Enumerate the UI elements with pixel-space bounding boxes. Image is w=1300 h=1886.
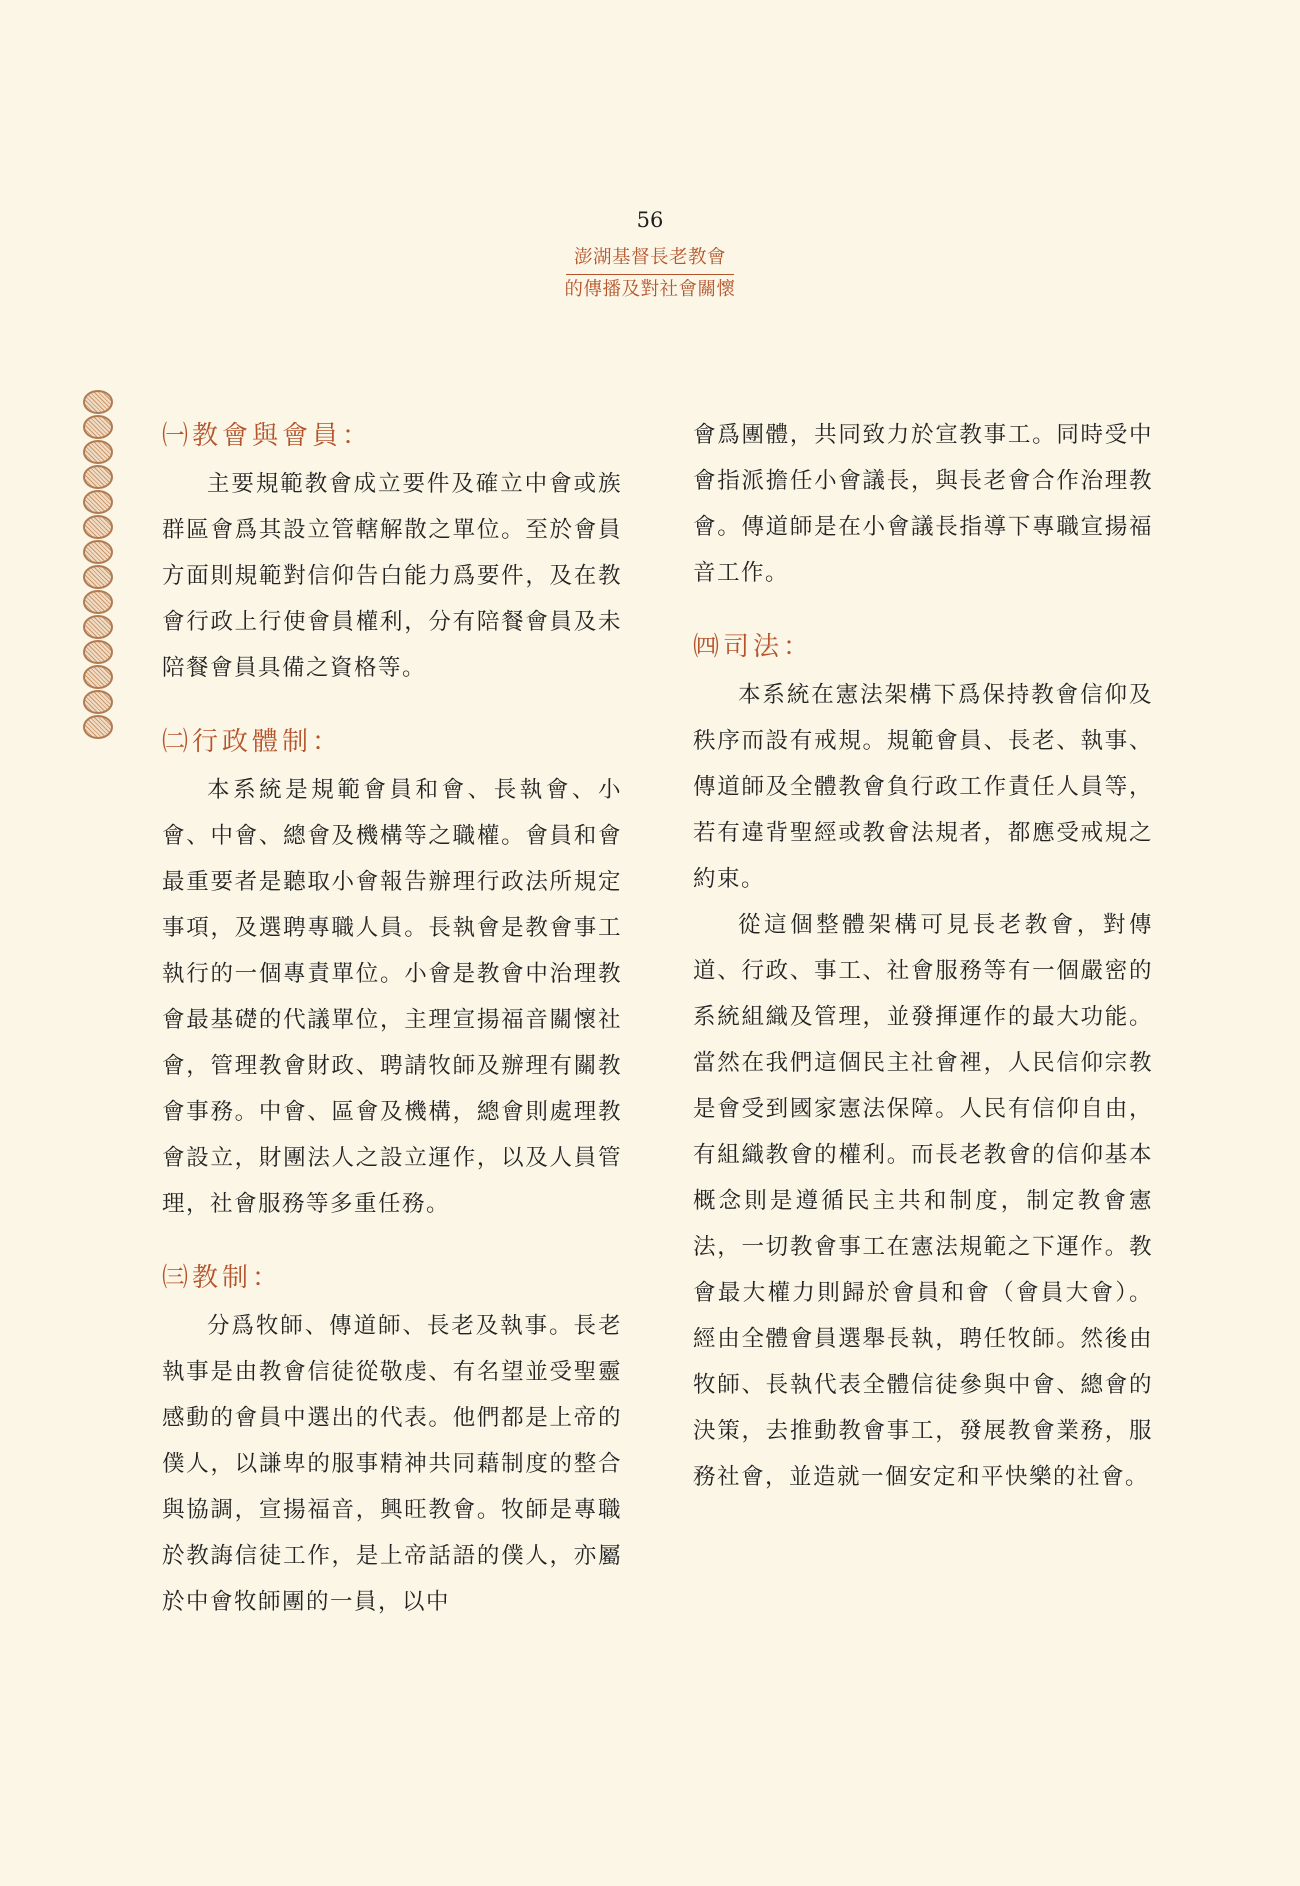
section-heading: ㈠教會與會員： [162,421,373,451]
section-heading: ㈣司法： [693,632,814,662]
section-church-and-members [162,415,622,691]
section-administration [162,721,622,1227]
section-paragraph: 從這個整體架構可見長老教會，對傳道、行政、事工、社會服務等有一個嚴密的系統組織及管理，並發揮運作的最大功能。當然在我們這個民主社會裡，人民信仰宗教是會受到國家憲法保障。人民有信仰自由，有組織教會的權利。而長老教會的信仰基本概念則是遵循民主共和制度，制定教會憲法，一切教會事工在憲法規範之下運作。教會最大權力則歸於會員和會（會員大會）。經由全體會員選舉長執，聘任牧師。然後由牧師、長執代表全體信徒參與中會、總會的決策，去推動教會事工，發展教會業務，服務社會，並造就一個安定和平快樂的社會。 [693,912,1153,1490]
section-paragraph: 主要規範教會成立要件及確立中會或族群區會爲其設立管轄解散之單位。至於會員方面則規範對信仰告白能力爲要件，及在教會行政上行使會員權利，分有陪餐會員及未陪餐會員具備之資格等。 [162,471,622,681]
section-heading: ㈢教制： [162,1263,283,1293]
section-judiciary [693,626,1153,1500]
section-continuation [693,412,1153,596]
page-number: 56 [636,208,664,232]
decorative-chain-ornament [80,390,120,740]
right-column [693,412,1153,1500]
section-paragraph: 本系統在憲法架構下爲保持教會信仰及秩序而設有戒規。規範會員、長老、執事、傳道師及全體教會負行政工作責任人員等，若有違背聖經或教會法規者，都應受戒規之約束。 [693,682,1153,892]
section-heading: ㈡行政體制： [162,727,343,757]
section-church-offices [162,1257,622,1625]
running-head [0,243,1300,305]
running-head-line1: 澎湖基督長老教會 [566,243,734,275]
section-paragraph: 本系統是規範會員和會、長執會、小會、中會、總會及機構等之職權。會員和會最重要者是聽取小會報告辦理行政法所規定事項，及選聘專職人員。長執會是教會事工執行的一個專責單位。小會是教會中治理教會最基礎的代議單位，主理宣揚福音關懷社會，管理教會財政、聘請牧師及辦理有關教會事務。中會、區會及機構，總會則處理教會設立，財團法人之設立運作，以及人員管理，社會服務等多重任務。 [162,777,622,1217]
continuation-paragraph: 會爲團體，共同致力於宣教事工。同時受中會指派擔任小會議長，與長老會合作治理教會。傳道師是在小會議長指導下專職宣揚福音工作。 [693,422,1153,586]
running-head-line2: 的傳播及對社會關懷 [564,279,736,300]
section-paragraph: 分爲牧師、傳道師、長老及執事。長老執事是由教會信徒從敬虔、有名望並受聖靈感動的會員中選出的代表。他們都是上帝的僕人，以謙卑的服事精神共同藉制度的整合與協調，宣揚福音，興旺教會。牧師是專職於教誨信徒工作，是上帝話語的僕人，亦屬於中會牧師團的一員，以中 [162,1313,622,1615]
left-column [162,415,622,1625]
